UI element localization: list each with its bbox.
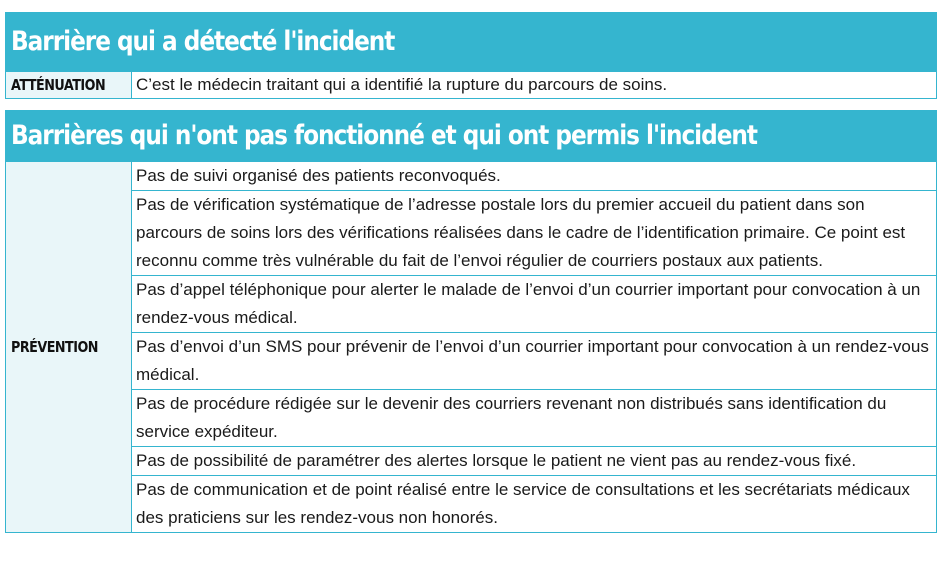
failed-barriers-table <box>5 161 937 533</box>
table-row <box>6 476 937 533</box>
table-row <box>6 72 937 99</box>
attenuation-text: C’est le médecin traitant qui a identifié la rupture du parcours de soins. <box>132 72 937 99</box>
prevention-item: Pas de communication et de point réalisé entre le service de consultations et les secrétariats médicaux des praticiens sur les rendez-vous non honorés. <box>132 476 937 533</box>
table-row <box>6 333 937 390</box>
detected-barrier-title: Barrière qui a détecté l'incident <box>11 26 395 57</box>
table-row <box>6 390 937 447</box>
table-row <box>6 162 937 191</box>
prevention-label-cell <box>6 162 132 533</box>
prevention-item: Pas de suivi organisé des patients reconvoqués. <box>132 162 937 191</box>
detected-barrier-table <box>5 71 937 99</box>
prevention-item: Pas de possibilité de paramétrer des alertes lorsque le patient ne vient pas au rendez-vous fixé. <box>132 447 937 476</box>
table-row <box>6 447 937 476</box>
table-row <box>6 276 937 333</box>
barriers-sheet <box>5 12 937 533</box>
prevention-item: Pas d’envoi d’un SMS pour prévenir de l’envoi d’un courrier important pour convocation à un rendez-vous médical. <box>132 333 937 390</box>
table-row <box>6 191 937 276</box>
attenuation-label: ATTÉNUATION <box>11 76 106 94</box>
failed-barriers-header <box>5 110 937 161</box>
prevention-label: PRÉVENTION <box>11 338 98 356</box>
failed-barriers-title: Barrières qui n'ont pas fonctionné et qui ont permis l'incident <box>11 120 757 151</box>
attenuation-label-cell <box>6 72 132 99</box>
prevention-item: Pas d’appel téléphonique pour alerter le malade de l’envoi d’un courrier important pour convocation à un rendez-vous médical. <box>132 276 937 333</box>
prevention-item: Pas de vérification systématique de l’adresse postale lors du premier accueil du patient dans son parcours de soins lors des vérifications réalisées dans le cadre de l’identification primaire. Ce point est reconnu comme très vulnérable du fait de l’envoi régulier de courriers postaux aux patients. <box>132 191 937 276</box>
prevention-item: Pas de procédure rédigée sur le devenir des courriers revenant non distribués sans identification du service expéditeur. <box>132 390 937 447</box>
detected-barrier-header <box>5 12 937 71</box>
